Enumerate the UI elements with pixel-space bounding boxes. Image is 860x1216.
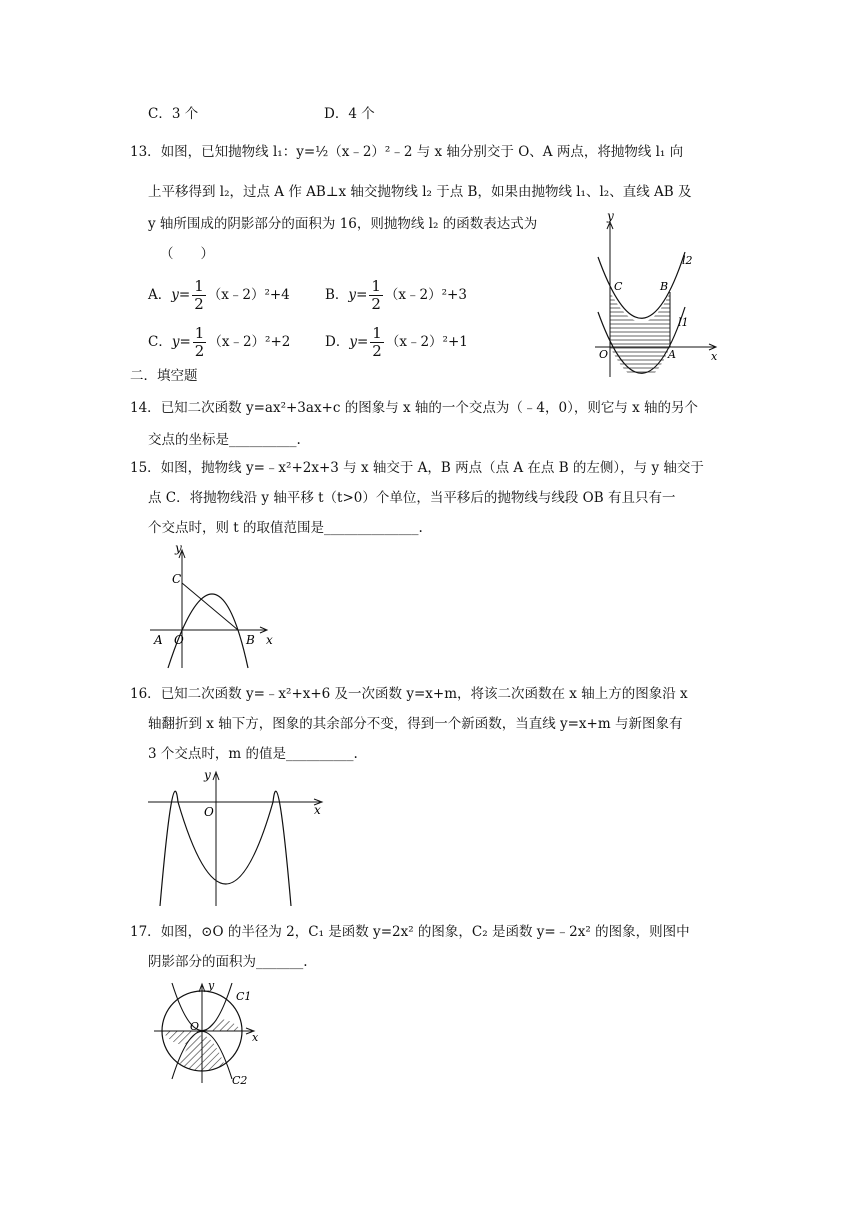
q13-figure (590, 212, 725, 382)
q16-line-3: 3 个交点时，m 的值是__________. (148, 746, 358, 762)
q15-line-1: 15．如图，抛物线 y=﹣x²+2x+3 与 x 轴交于 A，B 两点（点 A 在点 B 的左侧），与 y 轴交于 (130, 460, 704, 476)
q13-fig-label-c: C (614, 280, 623, 293)
q16-fig-label-y: y (204, 768, 211, 782)
q13-fig-label-b: B (660, 280, 669, 293)
q13-option-b: B．y= $\frac{1}{2}$ （x﹣2）²+3 (325, 277, 467, 313)
q13-fig-label-x: x (711, 350, 718, 363)
q16-line-1: 16．已知二次函数 y=﹣x²+x+6 及一次函数 y=x+m，将该二次函数在 x 轴上方的图象沿 x (130, 686, 688, 702)
q14-line-2: 交点的坐标是__________. (148, 432, 301, 448)
q13-fig-label-l2: l2 (682, 254, 693, 267)
q13-option-d: D．y= $\frac{1}{2}$ （x﹣2）²+1 (325, 324, 468, 360)
q17-fig-label-y: y (208, 979, 215, 992)
q15-fig-label-o: O (174, 633, 184, 647)
q17-line-2: 阴影部分的面积为_______. (148, 954, 308, 970)
q17-fig-label-c1: C1 (236, 990, 252, 1003)
q16-line-2: 轴翻折到 x 轴下方，图象的其余部分不变，得到一个新函数，当直线 y=x+m 与新图象有 (148, 716, 683, 732)
q13-fig-label-y: y (607, 212, 614, 223)
q15-line-2: 点 C．将抛物线沿 y 轴平移 t（t>0）个单位，当平移后的抛物线与线段 OB 有且只有一 (148, 490, 676, 506)
q17-fig-label-x: x (252, 1031, 259, 1044)
section-fill-in-blank: 二．填空题 (130, 368, 198, 384)
q15-fig-label-x: x (266, 633, 273, 647)
q13-line-3: y 轴所围成的阴影部分的面积为 16，则抛物线 l₂ 的函数表达式为 (148, 216, 538, 232)
q17-figure (152, 978, 264, 1088)
q13-fig-label-a: A (668, 348, 676, 361)
q13-line-1: 13．如图，已知抛物线 l₁：y=½（x﹣2）²﹣2 与 x 轴分别交于 O、A 两点，将抛物线 l₁ 向 (130, 144, 684, 160)
q17-line-1: 17．如图，⊙O 的半径为 2，C₁ 是函数 y=2x² 的图象，C₂ 是函数 y=﹣2x² 的图象，则图中 (130, 924, 690, 940)
q17-fig-label-c2: C2 (232, 1074, 248, 1087)
q15-figure (148, 540, 283, 670)
q14-line-1: 14．已知二次函数 y=ax²+3ax+c 的图象与 x 轴的一个交点为（﹣4，0），则它与 x 轴的另个 (130, 400, 699, 416)
q16-figure (148, 766, 328, 908)
q13-paren: （ ） (160, 246, 214, 262)
option-d-q12: D．4 个 (324, 106, 375, 122)
q13-line-2: 上平移得到 l₂，过点 A 作 AB⊥x 轴交抛物线 l₂ 于点 B，如果由抛物线 l₁、l₂、直线 AB 及 (148, 184, 692, 200)
q13-fig-label-l1: l1 (678, 316, 689, 329)
q15-fig-label-y: y (175, 541, 182, 555)
q13-fig-label-o: O (599, 348, 609, 361)
q15-fig-label-a: A (154, 633, 163, 647)
q16-fig-label-x: x (314, 803, 321, 817)
q17-fig-label-o: O (190, 1020, 200, 1033)
q15-fig-label-c: C (172, 572, 182, 586)
q15-fig-label-b: B (246, 633, 255, 647)
q13-option-a: A．y= $\frac{1}{2}$ （x﹣2）²+4 (148, 277, 290, 313)
option-c-q12: C．3 个 (148, 106, 199, 122)
q13-option-c: C．y= $\frac{1}{2}$ （x﹣2）²+2 (148, 324, 291, 360)
q15-line-3: 个交点时，则 t 的取值范围是______________. (148, 520, 423, 536)
q16-fig-label-o: O (204, 805, 214, 819)
